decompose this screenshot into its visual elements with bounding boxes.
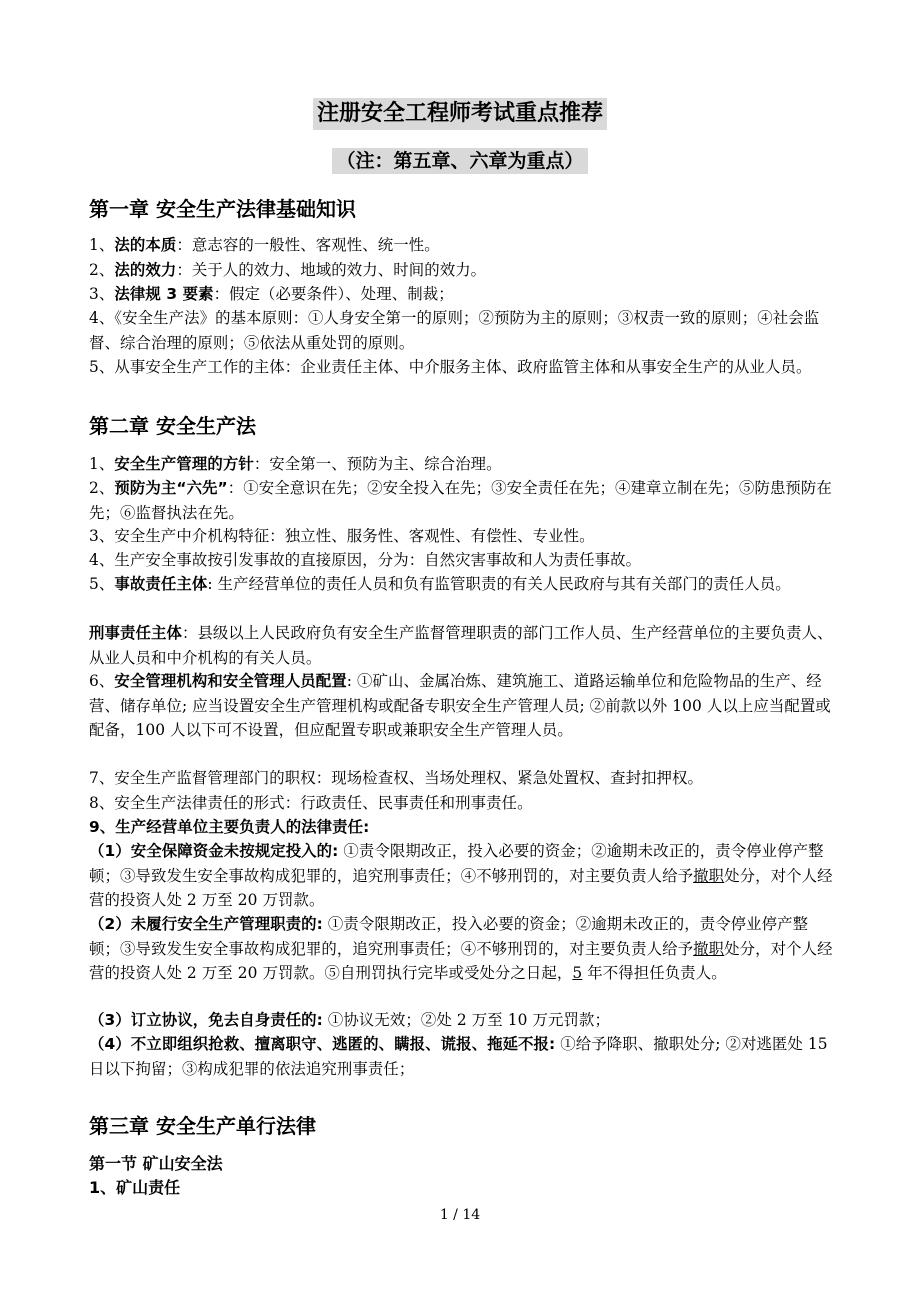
ch1-item-3: 3、法律规 3 要素：假定（必要条件）、处理、制裁； [89, 285, 454, 303]
ch1-item-4: 4、《安全生产法》的基本原则：①人身安全第一的原则；②预防为主的原则；③权责一致的原则；④社会监督、综合治理的原则；⑤依法从重处罚的原则。 [89, 309, 820, 352]
ch2-item-9: 9、生产经营单位主要负责人的法律责任: [89, 818, 370, 836]
chapter-3-heading: 第三章 安全生产单行法律 [89, 1114, 316, 1138]
document-subtitle: （注：第五章、六章为重点） [332, 148, 587, 174]
ch2-item-3: 3、安全生产中介机构特征：独立性、服务性、客观性、有偿性、专业性。 [89, 527, 595, 545]
ch2-item-1: 1、安全生产管理的方针：安全第一、预防为主、综合治理。 [89, 455, 502, 473]
ch2-sub-4: （4）不立即组织抢救、擅离职守、逃匿的、瞒报、谎报、拖延不报: ①给予降职、撤职处分; ②对逃匿处 15 日以下拘留；③构成犯罪的依法追究刑事责任； [89, 1035, 828, 1078]
section-heading: 第一节 矿山安全法 [89, 1154, 223, 1173]
ch2-sub-1: （1）安全保障资金未按规定投入的: ①责令限期改正，投入必要的资金；②逾期未改正的，责令停业停产整顿；③导致发生安全事故构成犯罪的，追究刑事责任；④不够刑罚的，对主要负责人给予撤职处分，对个人经营的投资人处 2 万至 20 万罚款。 [89, 842, 833, 909]
ch2-item-6: 6、安全管理机构和安全管理人员配置: ①矿山、金属冶炼、建筑施工、道路运输单位和危险物品的生产、经营、储存单位; 应当设置安全生产管理机构或配备专职安全生产管理人员; ②前款以外 100 人以上应当配置或配备，100 人以下可不设置，但应配置专职或兼职安全生产管理人员。 [89, 672, 831, 739]
ch2-item-7: 7、安全生产监督管理部门的职权：现场检查权、当场处理权、紧急处置权、查封扣押权。 [89, 769, 704, 787]
subtitle-block [0, 148, 920, 174]
page-number: 1 / 14 [439, 1207, 481, 1223]
ch1-item-2: 2、法的效力：关于人的效力、地域的效力、时间的效力。 [89, 261, 487, 279]
ch2-item-8: 8、安全生产法律责任的形式：行政责任、民事责任和刑事责任。 [89, 794, 533, 812]
ch2-sub-3: （3）订立协议，免去自身责任的: ①协议无效；②处 2 万至 10 万元罚款； [89, 1011, 610, 1029]
chapter-2-heading: 第二章 安全生产法 [89, 414, 256, 438]
ch1-item-1: 1、法的本质：意志容的一般性、客观性、统一性。 [89, 236, 440, 254]
ch1-item-5: 5、从事安全生产工作的主体：企业责任主体、中介服务主体、政府监管主体和从事安全生产的从业人员。 [89, 358, 812, 376]
ch2-criminal-subject: 刑事责任主体：县级以上人民政府负有安全生产监督管理职责的部门工作人员、生产经营单位的主要负责人、从业人员和中介机构的有关人员。 [89, 624, 833, 667]
ch2-item-4: 4、生产安全事故按引发事故的直接原因，分为：自然灾害事故和人为责任事故。 [89, 551, 642, 569]
ch2-item-2: 2、预防为主“六先”：①安全意识在先；②安全投入在先；③安全责任在先；④建章立制在先；⑤防患预防在先；⑥监督执法在先。 [89, 479, 832, 522]
document-title: 注册安全工程师考试重点推荐 [313, 98, 607, 130]
title-block [0, 98, 920, 130]
ch3-item-1: 1、矿山责任 [89, 1178, 181, 1197]
chapter-1-heading: 第一章 安全生产法律基础知识 [89, 197, 356, 221]
ch2-item-5: 5、事故责任主体: 生产经营单位的责任人员和负有监管职责的有关人民政府与其有关部门的责任人员。 [89, 575, 791, 593]
ch2-sub-2: （2）未履行安全生产管理职责的: ①责令限期改正，投入必要的资金；②逾期未改正的，责令停业停产整顿；③导致发生安全事故构成犯罪的，追究刑事责任；④不够刑罚的，对主要负责人给予撤职处分，对个人经营的投资人处 2 万至 20 万罚款。⑤自刑罚执行完毕或受处分之日起，5 年不得担任负责人。 [89, 915, 833, 982]
